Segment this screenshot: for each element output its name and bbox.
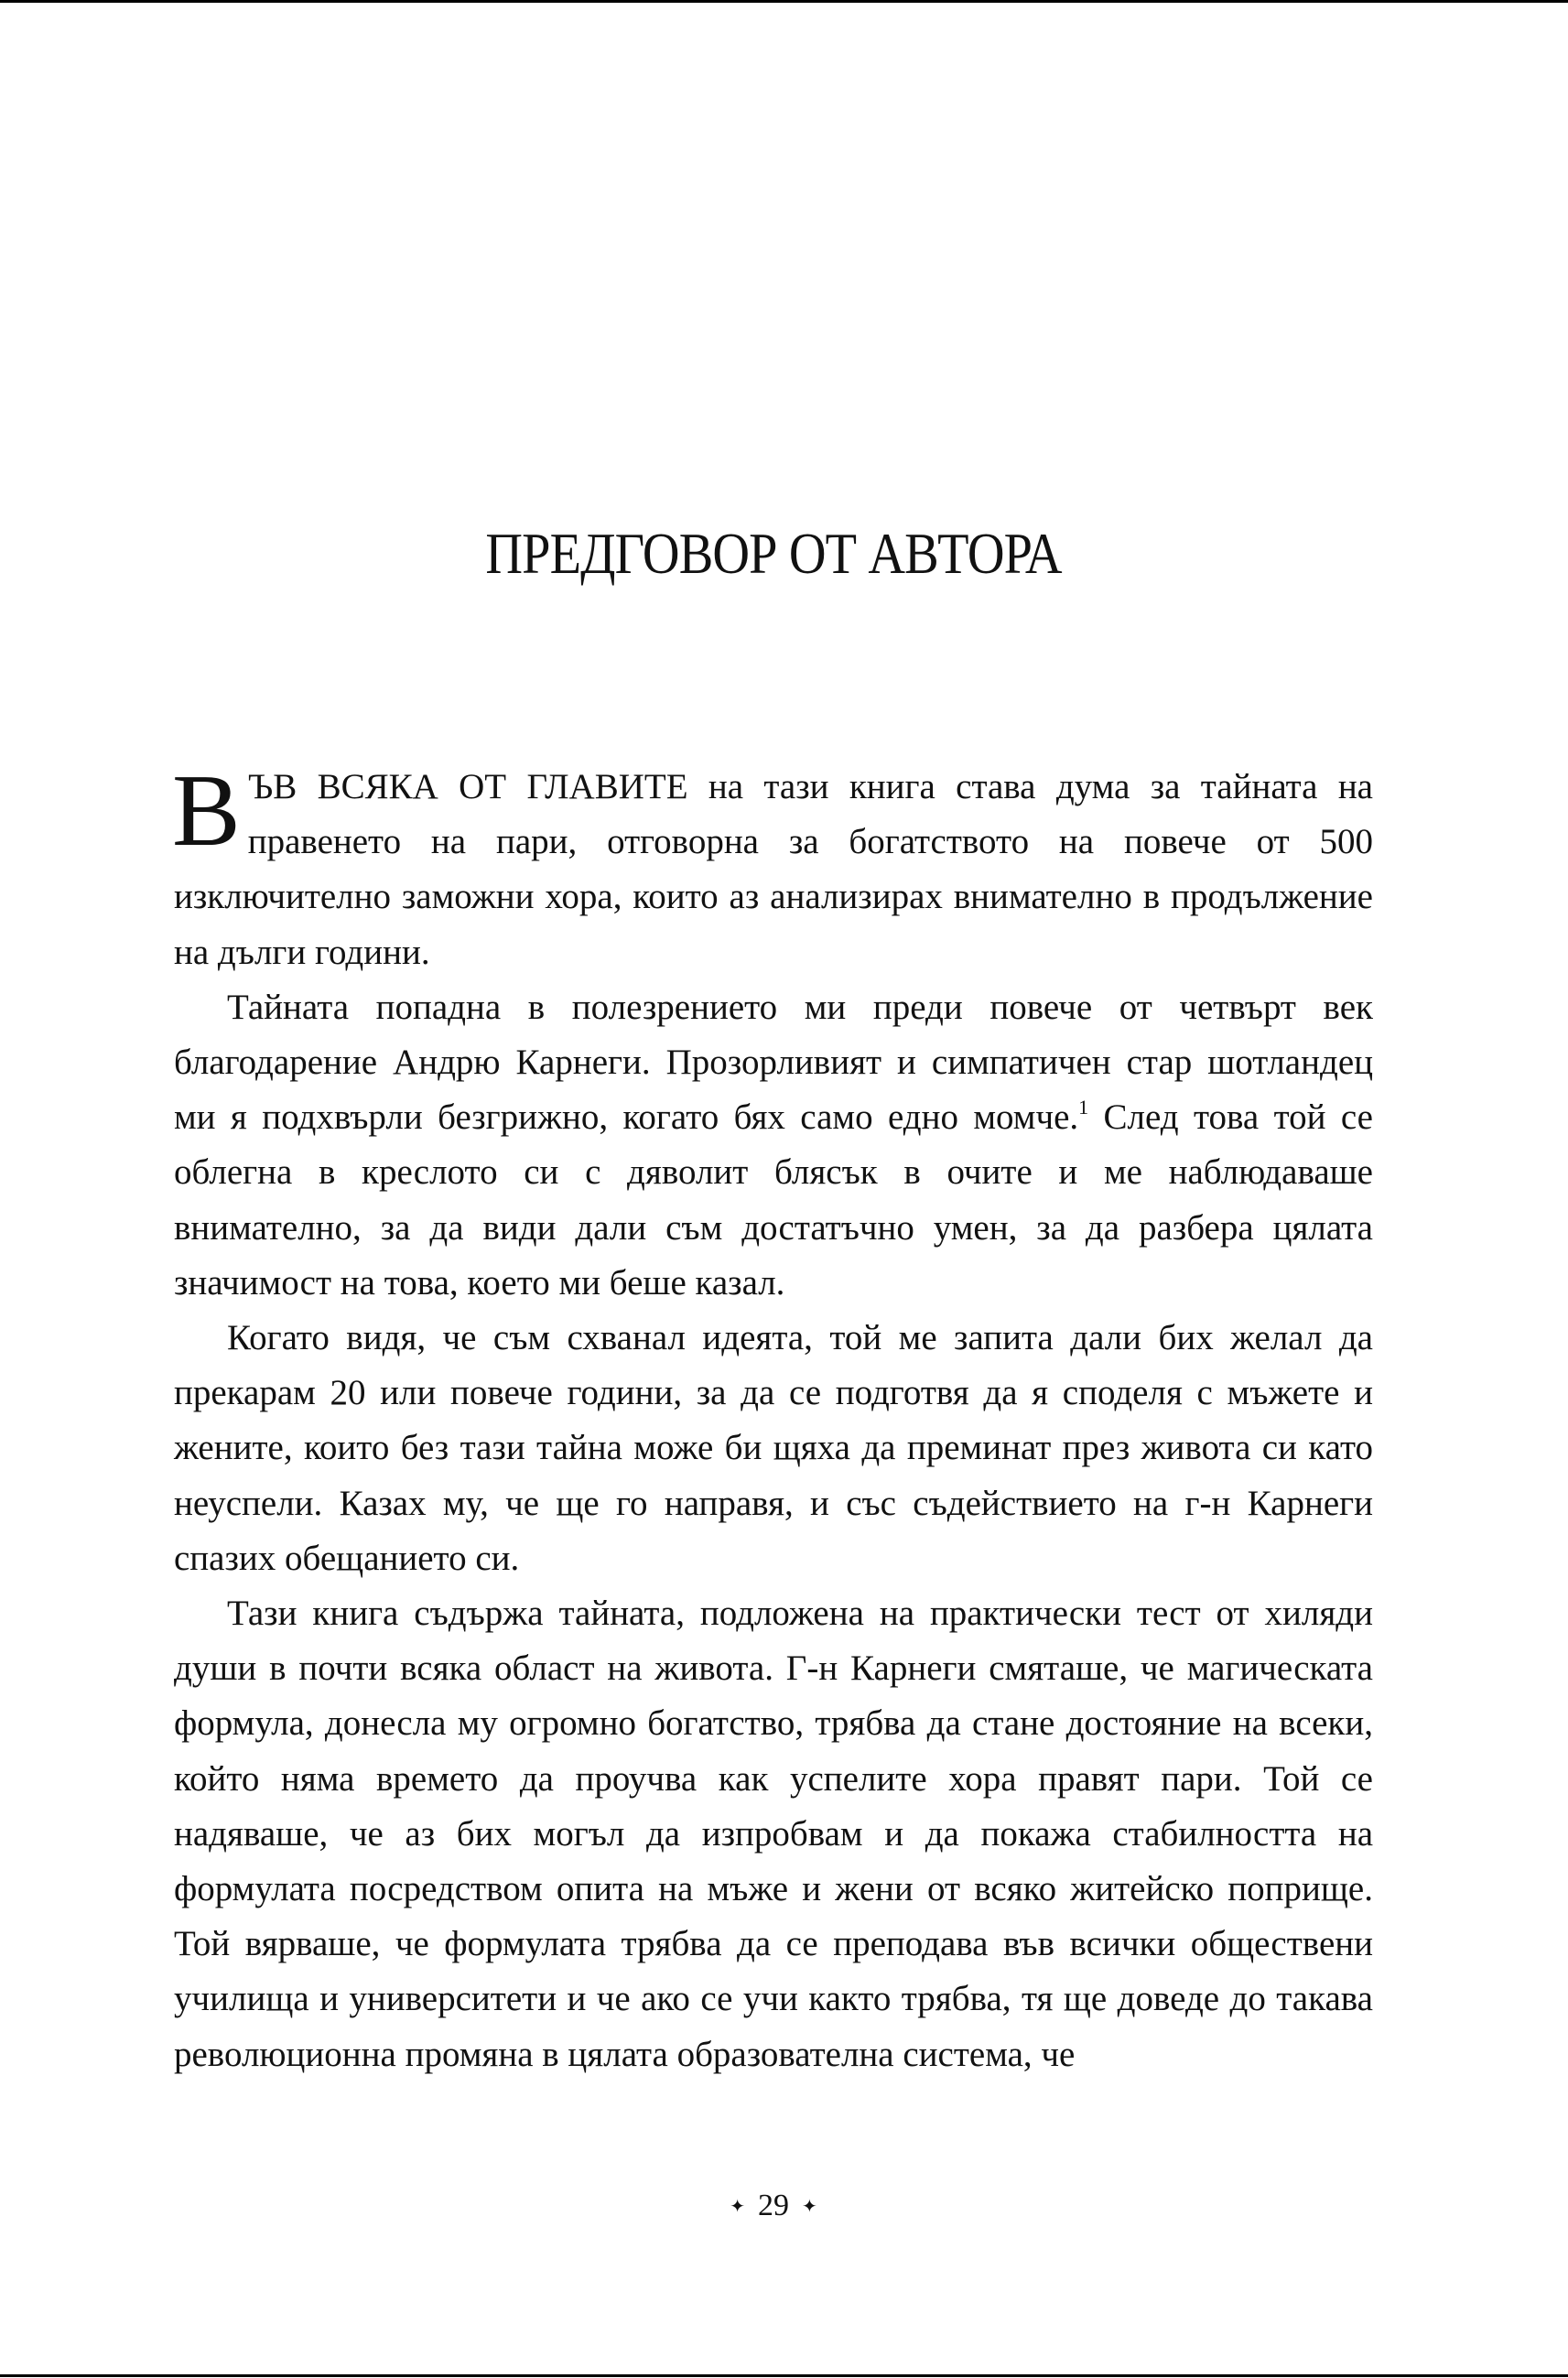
paragraph-2-text-after: След това той се облегна в креслото си с дяволит блясък в очите и ме наблюдаваше внимателно, за да види дали съм достатъчно умен, за да разбера цялата значимост на това, което ми беше казал. bbox=[174, 1097, 1373, 1302]
drop-cap: В bbox=[172, 754, 241, 868]
paragraph-1-text: ЪВ ВСЯКА ОТ ГЛАВИТЕ на тази книга става дума за тайната на правенето на пари, отговорна за богатството на повече от 500 изключително заможни хора, които аз анализирах внимателно в продължение на дълги години. bbox=[174, 767, 1373, 972]
paragraph-2-text-before: Тайната попадна в полезрението ми преди повече от четвърт век благодарение Андрю Карнеги. Прозорливият и симпатичен стар шотландец ми я подхвърли безгрижно, когато бях само едно момче. bbox=[174, 987, 1373, 1138]
page-number: 29 bbox=[758, 2189, 789, 2222]
chapter-title: ПРЕДГОВОР ОТ АВТОРА bbox=[485, 521, 1062, 586]
paragraph-4: Тази книга съдържа тайната, подложена на практически тест от хиляди души в почти всяка област на живота. Г-н Карнеги смяташе, че магическата формула, донесла му огромно богатство, трябва да стане достояние на всеки, който няма времето да проучва как успелите хора правят пари. Той се надяваше, че аз бих могъл да изпробвам и да покажа стабилността на формулата посредством опита на мъже и жени от всяко житейско поприще. Той вярваше, че формулата трябва да се преподава във всички обществени училища и университети и че ако се учи както трябва, тя ще доведе до такава революционна промяна в цялата образователна система, че bbox=[174, 1594, 1373, 2074]
paragraph-3: Когато видя, че съм схванал идеята, той ме запита дали бих желал да прекарам 20 или повече години, за да се подготвя да я споделя с мъжете и жените, които без тази тайна може би щяха да преминат през живота си като неуспели. Казах му, че ще го направя, и със съдействието на г-н Карнеги спазих обещанието си. bbox=[174, 1318, 1373, 1578]
footnote-reference: 1 bbox=[1078, 1096, 1089, 1119]
top-border-rule bbox=[0, 0, 1568, 3]
ornament-right-icon: ✦ bbox=[802, 2197, 817, 2217]
paragraph-1 bbox=[172, 754, 1373, 980]
page-footer bbox=[0, 2188, 1547, 2225]
bottom-border-rule bbox=[0, 2374, 1568, 2377]
body-text bbox=[172, 754, 1373, 2082]
ornament-left-icon: ✦ bbox=[730, 2197, 745, 2217]
paragraph-2 bbox=[174, 980, 1373, 1311]
